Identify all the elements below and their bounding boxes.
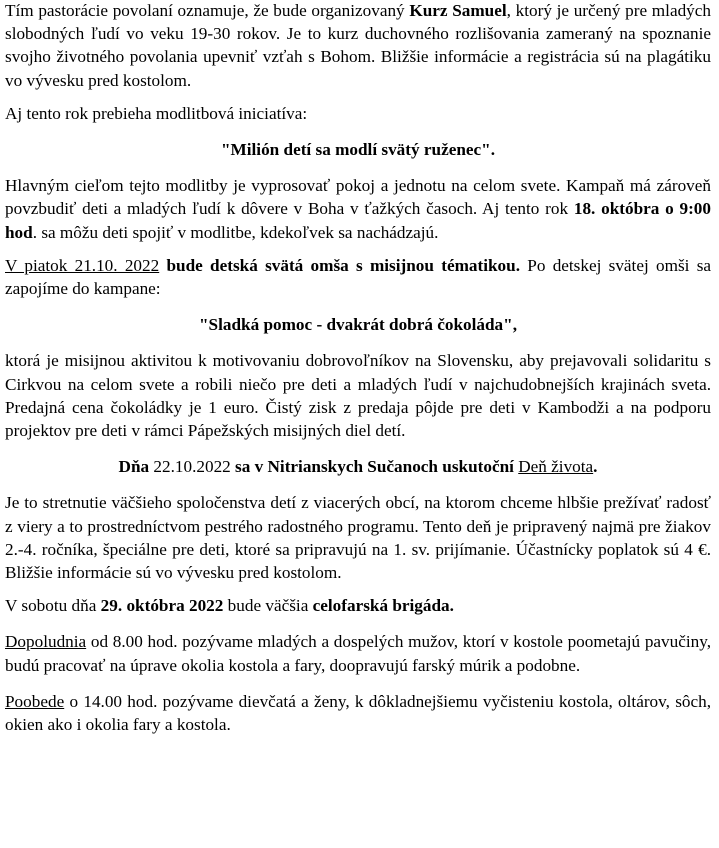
text: sa v Nitrianskych Sučanoch uskutoční bbox=[235, 457, 514, 477]
text: , ktorý je určený pre mladých slobodných ľudí vo veku 19-30 rokov. Je to kurz duchovného rozlišovania zameraný na spoznanie svojho životného povolania upevniť vzťah s Bohom. Bližšie informácie a registrácia sú na plagátiku vo vývesku pred kostolom. bbox=[5, 1, 711, 90]
text: od 8.00 hod. pozývame mladých a dospelých mužov, ktorí v kostole poometajú pavučiny, budú pracovať na úprave okolia kostola a fary, doopravujú farský múrik a podobne. bbox=[5, 632, 711, 675]
childrens-mass-bold: bude detská svätá omša s misijnou tématikou. bbox=[159, 255, 520, 275]
morning-paragraph bbox=[5, 630, 711, 676]
day-of-life-paragraph: Je to stretnutie väčšieho spoločenstva detí z viacerých obcí, na ktorom chceme hlbšie prežívať radosť z viery a to prostredníctvom pestrého radostného programu. Tento deň je pripravený najmä pre žiakov 2.-4. ročníka, špeciálne pre deti, ktoré sa pripravujú na 1. sv. prijímanie. Účastnícky poplatok sú 4 €. Bližšie informácie sú vo vývesku pred kostolom. bbox=[5, 493, 711, 583]
brigade-bold: celofarská brigáda. bbox=[312, 596, 454, 616]
prayer-initiative-title bbox=[5, 138, 711, 161]
campaign-title bbox=[5, 313, 711, 336]
text: V sobotu dňa bbox=[5, 596, 101, 616]
text: Hlavným cieľom tejto modlitby je vyprosovať pokoj a jednotu na celom svete. Kampaň má zároveň povzbudiť deti a mladých ľudí k dôvere v Boha v ťažkých časoch. Aj tento rok bbox=[5, 176, 711, 219]
friday-date: V piatok 21.10. 2022 bbox=[5, 255, 160, 275]
text: Po detskej svätej omši sa zapojíme do kampane: bbox=[5, 255, 712, 299]
prayer-date-bold: 18. októbra o 9:00 hod bbox=[5, 199, 711, 242]
text: . sa môžu deti spojiť v modlitbe, kdekoľvek sa nachádzajú. bbox=[32, 222, 439, 242]
campaign-title-text: "Sladká pomoc - dvakrát dobrá čokoláda", bbox=[198, 315, 517, 335]
prayer-goal-paragraph bbox=[5, 174, 711, 244]
morning-label: Dopoludnia bbox=[5, 632, 87, 652]
afternoon-paragraph bbox=[5, 690, 711, 736]
text: Dňa bbox=[118, 457, 150, 477]
text: 22.10.2022 bbox=[149, 457, 236, 477]
childrens-mass-paragraph bbox=[5, 254, 711, 300]
brigade-date-bold: 29. októbra 2022 bbox=[100, 596, 224, 616]
kurz-samuel-paragraph bbox=[5, 0, 711, 92]
prayer-initiative-intro: Aj tento rok prebieha modlitbová iniciatíva: bbox=[5, 103, 308, 123]
text: . bbox=[593, 457, 598, 477]
prayer-initiative-title-text: "Milión detí sa modlí svätý ruženec". bbox=[220, 140, 495, 160]
text: Tím pastorácie povolaní oznamuje, že bude organizovaný bbox=[5, 1, 410, 20]
text: bude väčšia bbox=[223, 596, 313, 616]
kurz-samuel-bold: Kurz Samuel bbox=[409, 1, 507, 20]
campaign-paragraph: ktorá je misijnou aktivitou k motivovaniu dobrovoľníkov na Slovensku, aby prejavovali solidaritu s Cirkvou na celom svete a robili niečo pre deti a mladých ľudí v najchudobnejších krajinách sveta. Predajná cena čokoládky je 1 euro. Čistý zisk z predaja pôjde pre deti v Kambodži a na podporu projektov pre deti v rámci Pápežských misijných diel detí. bbox=[5, 351, 711, 441]
brigade-paragraph bbox=[5, 594, 711, 617]
text: o 14.00 hod. pozývame dievčatá a ženy, k dôkladnejšiemu vyčisteniu kostola, oltárov, sôch, okien ako i okolia fary a kostola. bbox=[5, 691, 711, 735]
afternoon-label: Poobede bbox=[5, 691, 65, 711]
day-of-life-heading bbox=[5, 455, 711, 478]
day-of-life-link: Deň života bbox=[518, 457, 594, 477]
